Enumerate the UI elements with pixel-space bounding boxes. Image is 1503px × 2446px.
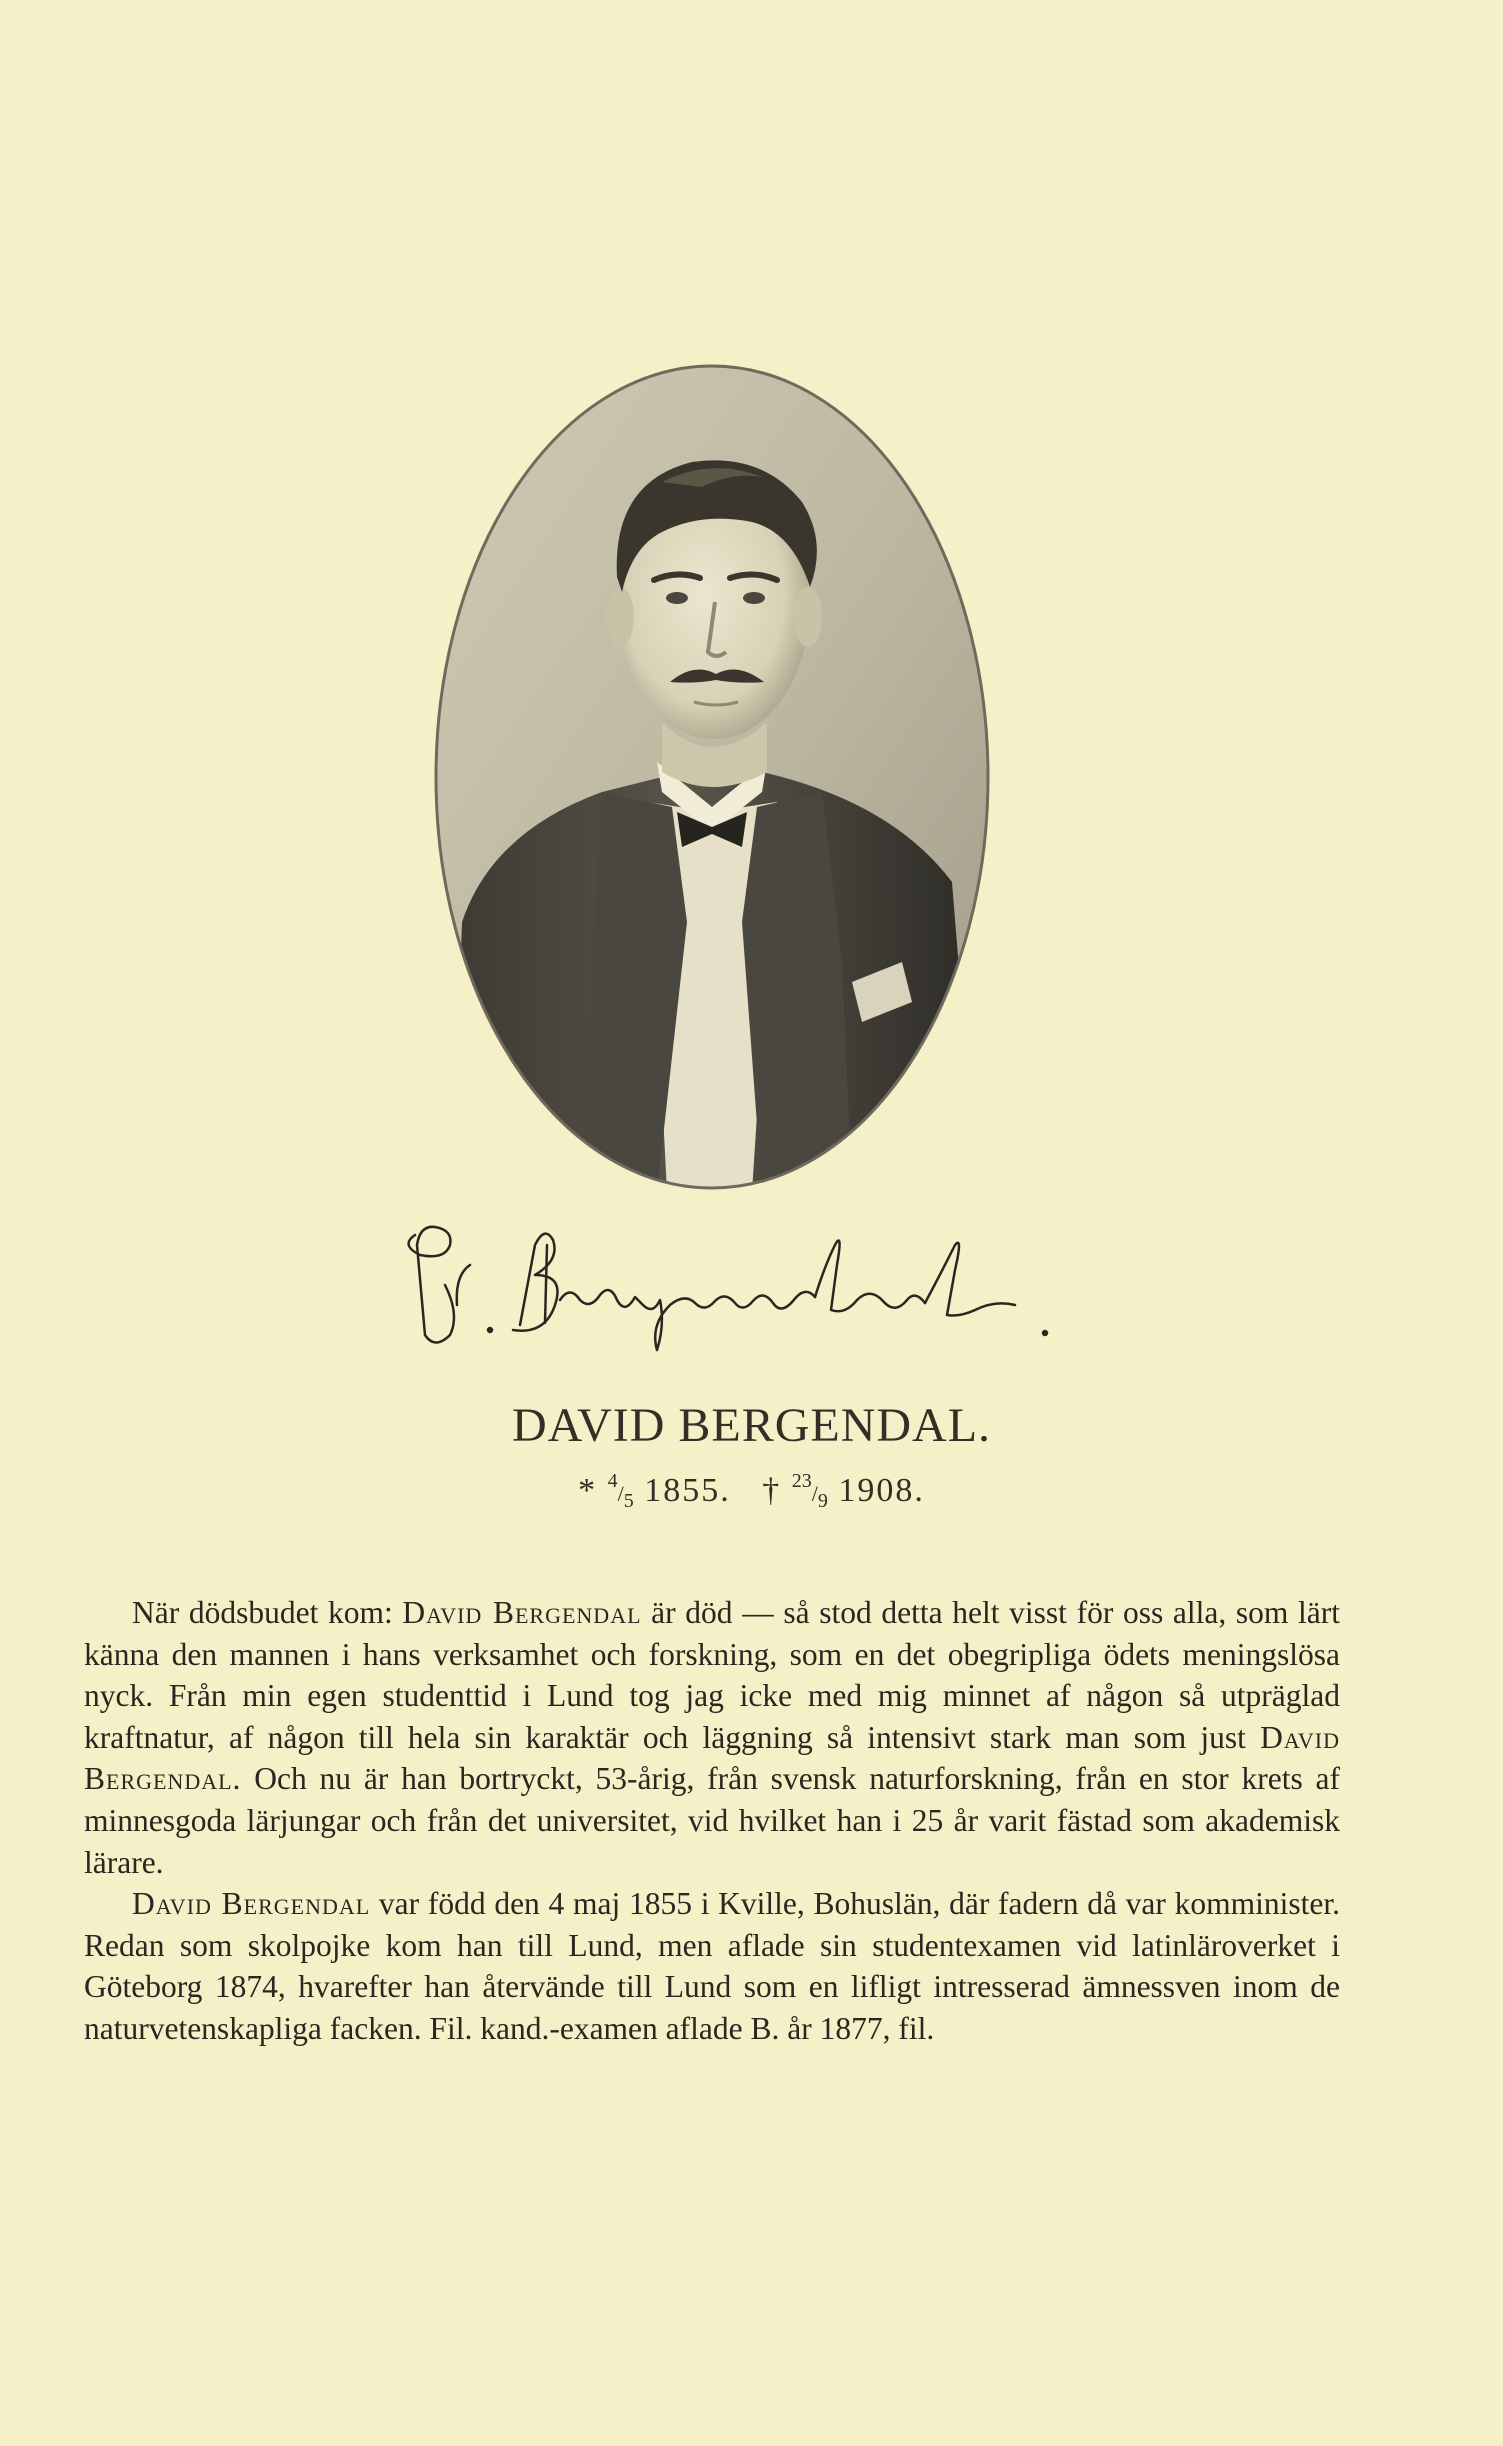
obituary-text bbox=[84, 1592, 1340, 2050]
portrait-photograph bbox=[432, 362, 992, 1192]
oval-portrait-photograph-icon bbox=[432, 362, 992, 1192]
birth-day: 4 bbox=[607, 1470, 618, 1492]
death-year: 1908. bbox=[838, 1472, 925, 1509]
name-small-caps: David Bergendal bbox=[402, 1595, 642, 1630]
name-small-caps: David Bergendal bbox=[132, 1886, 371, 1922]
text-run: är död — så stod detta helt visst för oss alla, som lärt känna den mannen i hans verksamhet och forskning, som en det obegripliga ödets meningslösa nyck. Från min egen studenttid i Lund tog jag icke med mig minnet af någon så utpräglad kraftnatur, af någon till hela sin karaktär och läggning så intensivt stark man som just bbox=[84, 1595, 1341, 1755]
handwritten-signature-icon bbox=[395, 1205, 1075, 1355]
text-run: Och nu är han bortryckt, 53-årig, från svensk naturforskning, från en stor krets af minnesgoda lärjungar och från det universitet, vid hvilket han i 25 år varit fästad som akademisk lärare. bbox=[84, 1761, 1340, 1880]
paragraph bbox=[84, 1883, 1340, 2049]
death-date-fraction: $^{23}/_9$ bbox=[791, 1470, 828, 1512]
death-day: 23 bbox=[791, 1470, 812, 1492]
birth-month: 5 bbox=[623, 1490, 634, 1512]
name-heading: DAVID BERGENDAL. bbox=[511, 1399, 992, 1452]
signature bbox=[395, 1205, 1075, 1355]
death-month: 9 bbox=[817, 1490, 828, 1512]
death-symbol: † bbox=[762, 1472, 782, 1509]
name-small-caps: David Bergendal. bbox=[84, 1719, 1340, 1797]
paragraph bbox=[84, 1592, 1340, 1883]
life-dates bbox=[0, 1470, 1503, 1513]
text-run: När dödsbudet kom: bbox=[132, 1595, 403, 1630]
birth-year: 1855. bbox=[644, 1472, 731, 1509]
text-run: var född den 4 maj 1855 i Kville, Bohuslän, där fadern då var komminister. Redan som skolpojke kom han till Lund, men aflade sin studentexamen vid latinläroverket i Göteborg 1874, hvarefter han återvände till Lund som en lifligt intresserad ämnessven inom de naturvetenskapliga facken. Fil. kand.-examen aflade B. år 1877, fil. bbox=[84, 1886, 1341, 2046]
birth-date-fraction: $^4/_5$ bbox=[607, 1470, 634, 1512]
birth-symbol: * bbox=[578, 1472, 598, 1509]
